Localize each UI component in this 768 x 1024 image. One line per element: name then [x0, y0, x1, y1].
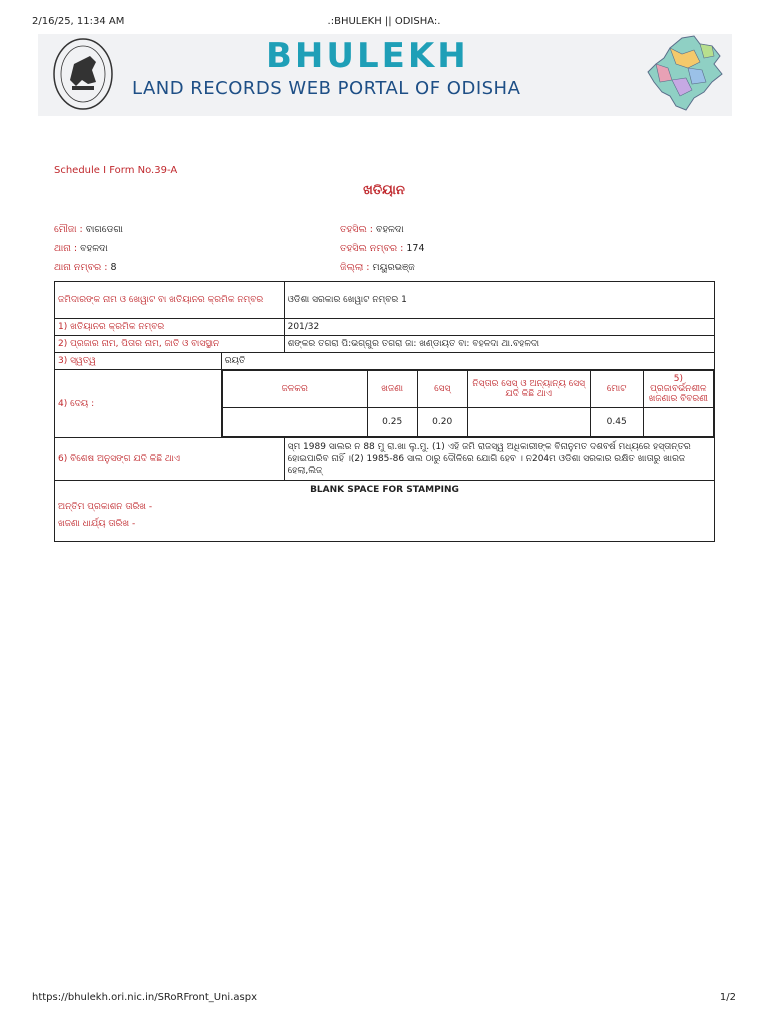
variable-rent-value — [643, 408, 713, 437]
thana-field — [54, 243, 108, 254]
khajana-header: ଖଜଣା — [367, 371, 417, 408]
table-row — [55, 481, 715, 542]
tahasil-label: ତହସିଲ : — [340, 224, 373, 235]
remarks-value: ସ୍ମ 1989 ସାଲର ନ 88 ମୁ ରା.ଖା ଲୁ.ମୁ. (1) ଏହି ଜମି ରାଜସ୍ୱ ଅଧିକାରୀଙ୍କ ବିନାନୁମତ ଦଶବର୍ଷ ମଧ୍ୟରେ ହସ୍ତାନ୍ତର ହୋଇପାରିବ ନାହିଁ ।(2) 1985-86 ସାଲ ଠାରୁ ଦୌଳିରେ ଯୋଗି ହେବ । ନ204ମ ଓଡିଶା ସରକାର ରକ୍ଷିତ ଖାତାରୁ ଖାରଜ ହେଲା,ଲିଜ୍ — [284, 438, 714, 481]
form-reference: Schedule I Form No.39-A — [54, 165, 178, 176]
other-cess-value — [467, 408, 590, 437]
odisha-map-icon — [642, 34, 728, 114]
cess-value: 0.20 — [417, 408, 467, 437]
print-page-title: .:BHULEKH || ODISHA:. — [327, 16, 441, 27]
print-timestamp: 2/16/25, 11:34 AM — [32, 16, 125, 27]
tahasil-field — [340, 224, 404, 235]
tahasil-number-value: 174 — [406, 243, 425, 254]
total-header: ମୋଟ — [590, 371, 643, 408]
thana-number-label: ଥାନା ନମ୍ବର : — [54, 262, 108, 273]
page-url: https://bhulekh.ori.nic.in/SRoRFront_Uni.aspx — [32, 992, 257, 1003]
document-title: ଖତିୟାନ — [363, 183, 405, 198]
right-value: ରୟତି — [221, 353, 714, 370]
jalkar-header: ଜଳକର — [222, 371, 367, 408]
thana-value: ବହଳଦା — [80, 243, 108, 254]
portal-tagline: LAND RECORDS WEB PORTAL OF ODISHA — [132, 78, 521, 99]
tahasil-number-field — [340, 243, 425, 254]
table-row — [55, 353, 715, 370]
stamp-heading: BLANK SPACE FOR STAMPING — [310, 485, 459, 496]
thana-label: ଥାନା : — [54, 243, 78, 254]
print-header — [32, 16, 736, 30]
dues-label: 4) ଦେୟ : — [55, 370, 222, 438]
other-cess-header: ନିସ୍ତାର ସେସ୍ ଓ ଅନ୍ୟାନ୍ୟ ସେସ୍ ଯଦି କିଛି ଥାଏ — [467, 371, 590, 408]
district-value: ମୟୁରଭଞ୍ଜ — [372, 262, 415, 273]
thana-number-value: 8 — [110, 262, 117, 273]
holder-label: ଜମିଦାରଙ୍କ ନାମ ଓ ଖେୱାଟ ବା ଖତିୟାନର କ୍ରମିକ ନମ୍ବର — [55, 282, 285, 319]
tenant-label: 2) ପ୍ରଜାର ନାମ, ପିତାର ନାମ, ଜାତି ଓ ବାସସ୍ଥାନ — [55, 336, 285, 353]
table-row — [55, 319, 715, 336]
thana-number-field — [54, 262, 117, 273]
bhulekh-logo: BHULEKH — [266, 36, 469, 76]
dues-table — [222, 370, 714, 437]
print-footer — [32, 992, 736, 1006]
tenant-value: ଶଙ୍କର ତଗରା ପି:ଭଗ୍ଗୁର ତଗରା ଜା: ଖଣ୍ଡାୟତ ବା: ବହଳଦା ଥା.ବହଳଦା — [284, 336, 714, 353]
district-label: ଜିଲ୍ଲା : — [340, 262, 370, 273]
variable-rent-header: 5) ପ୍ରଜାବର୍ଭନଶୀଳ ଖଜଣାର ବିବରଣୀ — [643, 371, 713, 408]
dues-cell — [221, 370, 714, 438]
dues-header-row — [222, 371, 713, 408]
tahasil-number-label: ତହସିଲ ନମ୍ବର : — [340, 243, 404, 254]
table-row — [55, 282, 715, 319]
khajana-value: 0.25 — [367, 408, 417, 437]
table-row — [55, 438, 715, 481]
remarks-label: 6) ବିଶେଷ ଅନୁସଙ୍ଗ ଯଦି କିଛି ଥାଏ — [55, 438, 285, 481]
table-row — [55, 370, 715, 438]
cess-header: ସେସ୍ — [417, 371, 467, 408]
mouza-value: ବାଗଡେଗା — [85, 224, 123, 235]
odisha-emblem-icon — [52, 36, 114, 112]
page-number: 1/2 — [719, 992, 736, 1003]
rent-fixation-label: ଖଜଣା ଧାର୍ଯ୍ୟ ତାରିଖ - — [58, 519, 136, 530]
right-label: 3) ସ୍ୱତ୍ୱ — [55, 353, 222, 370]
mouza-field — [54, 224, 123, 235]
portal-banner — [38, 34, 732, 116]
table-row — [55, 336, 715, 353]
district-field — [340, 262, 415, 273]
khatian-table — [54, 281, 715, 542]
tahasil-value: ବହଳଦା — [376, 224, 404, 235]
dues-value-row — [222, 408, 713, 437]
khatian-number-value: 201/32 — [284, 319, 714, 336]
total-value: 0.45 — [590, 408, 643, 437]
holder-value: ଓଡିଶା ସରକାର ଖେୱାଟ ନମ୍ବର 1 — [284, 282, 714, 319]
mouza-label: ମୌଜା : — [54, 224, 83, 235]
stamp-area — [55, 481, 715, 542]
jalkar-value — [222, 408, 367, 437]
khatian-number-label: 1) ଖତିୟାନର କ୍ରମିକ ନମ୍ବର — [55, 319, 285, 336]
final-publication-label: ଅନ୍ତିମ ପ୍ରକାଶନ ତାରିଖ - — [58, 502, 153, 513]
